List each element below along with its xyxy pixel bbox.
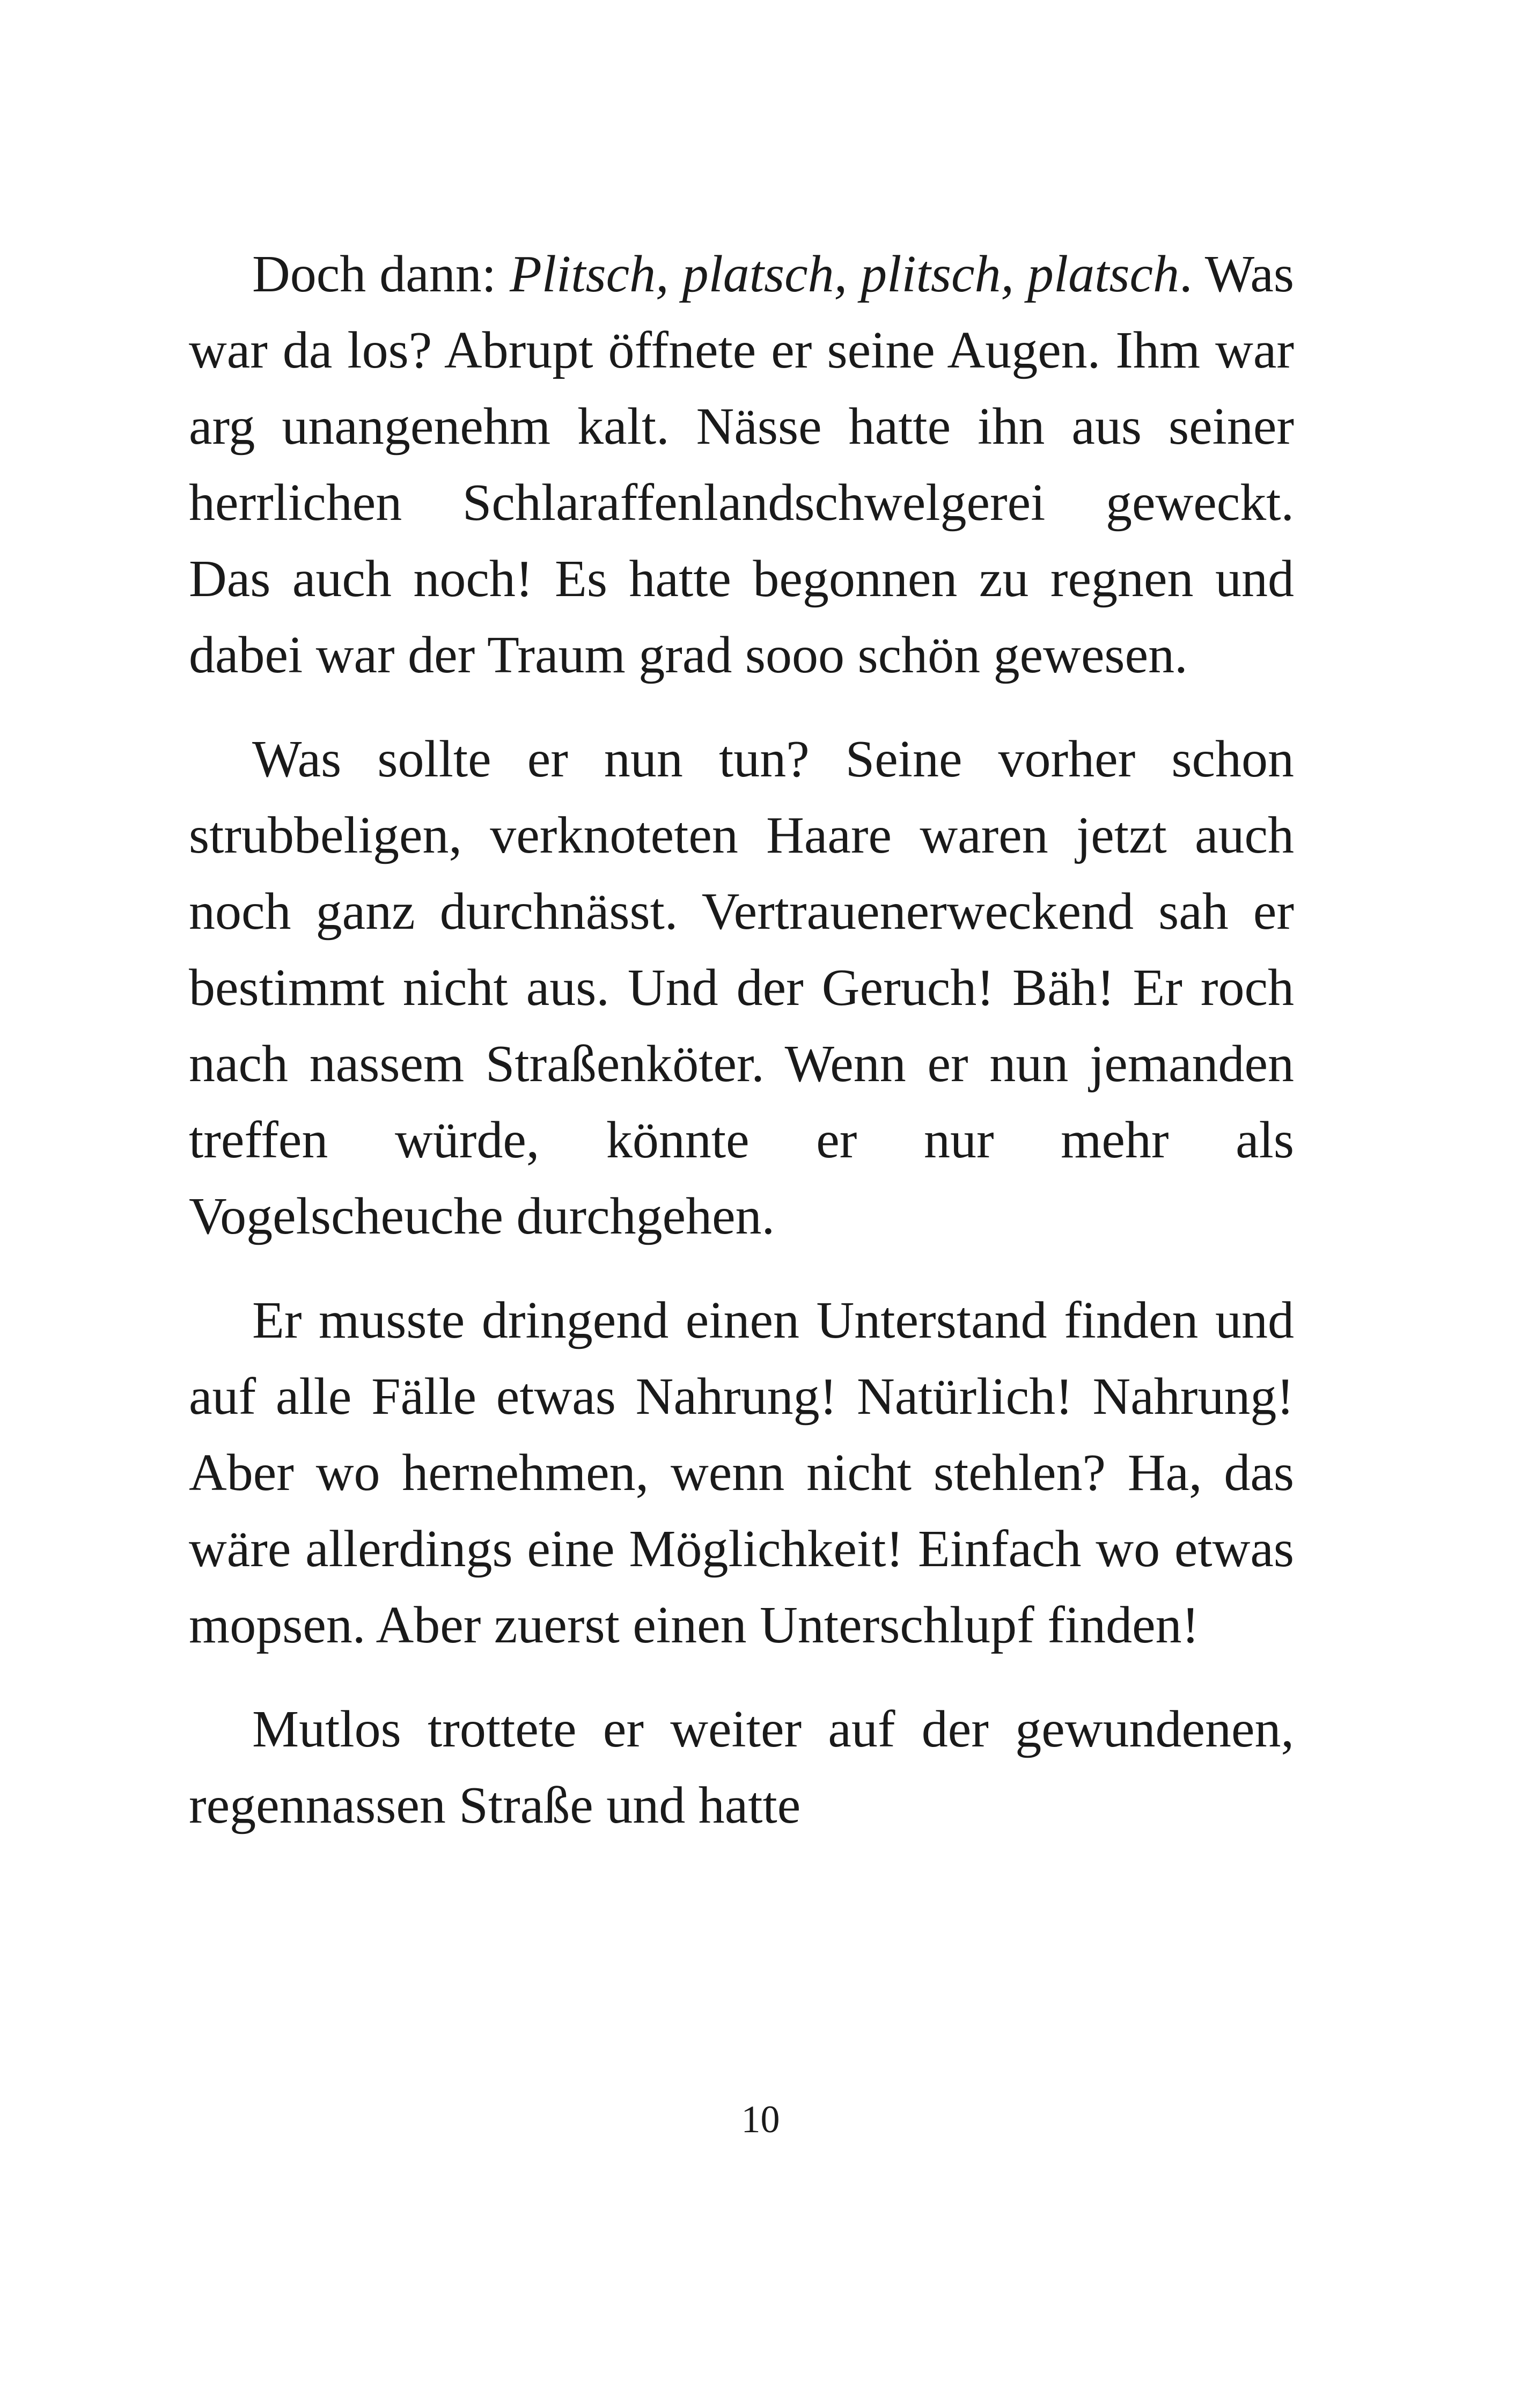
page-number: 10 [741, 2098, 780, 2141]
body-text [189, 236, 1294, 1871]
paragraph-2: Was sollte er nun tun? Seine vorher schon strubbeligen, verknoteten Haare waren jetzt auch noch ganz durchnässt. Vertrauenerweckend sah er bestimmt nicht aus. Und der Geruch! Bäh! Er roch nach nassem Straßenköter. Wenn er nun jemanden treffen würde, könnte er nur mehr als Vogelscheuche durchgehen. [189, 730, 1294, 1245]
paragraph-1 [189, 236, 1294, 693]
paragraph-3: Er musste dringend einen Unterstand finden und auf alle Fälle etwas Nahrung! Natürlich! Nahrung! Aber wo hernehmen, wenn nicht stehlen? Ha, das wäre allerdings eine Möglichkeit! Einfach wo etwas mopsen. Aber zuerst einen Unterschlupf finden! [189, 1291, 1294, 1654]
paragraph-1-onomatopoeia: Plitsch, platsch, plitsch, platsch [509, 245, 1180, 303]
paragraph-4: Mutlos trottete er weiter auf der gewundenen, regennassen Straße und hatte [189, 1700, 1294, 1834]
paragraph-1-lead: Doch dann: [252, 245, 510, 303]
paragraph-1-rest: . Was war da los? Abrupt öffnete er seine Augen. Ihm war arg unangenehm kalt. Nässe hatte ihn aus seiner herrlichen Schlaraffenlandschwelgerei geweckt. Das auch noch! Es hatte begonnen zu regnen und dabei war der Traum grad sooo schön gewesen. [189, 245, 1294, 684]
